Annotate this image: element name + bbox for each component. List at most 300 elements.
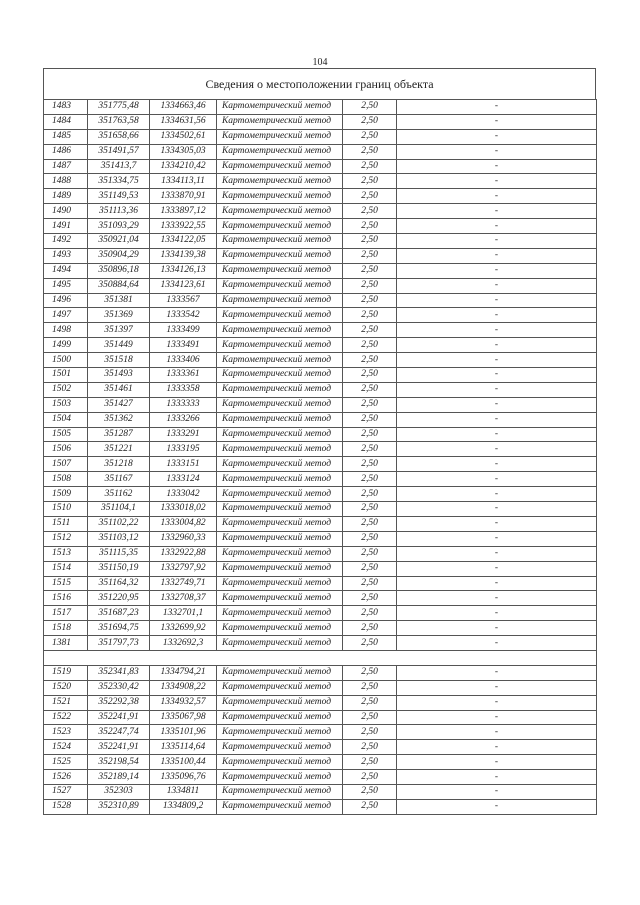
method-cell: Картометрический метод — [217, 442, 343, 457]
accuracy-cell: 2,50 — [343, 293, 397, 308]
x-coordinate-cell: 352310,89 — [88, 799, 150, 814]
x-coordinate-cell: 351218 — [88, 457, 150, 472]
x-coordinate-cell: 350904,29 — [88, 248, 150, 263]
point-number-cell: 1510 — [44, 502, 88, 517]
accuracy-cell: 2,50 — [343, 784, 397, 799]
method-cell: Картометрический метод — [217, 204, 343, 219]
description-cell: - — [397, 442, 597, 457]
accuracy-cell: 2,50 — [343, 114, 397, 129]
y-coordinate-cell: 1334663,46 — [150, 100, 217, 115]
y-coordinate-cell: 1334126,13 — [150, 263, 217, 278]
y-coordinate-cell: 1332749,71 — [150, 576, 217, 591]
x-coordinate-cell: 350896,18 — [88, 263, 150, 278]
y-coordinate-cell: 1335096,76 — [150, 770, 217, 785]
y-coordinate-cell: 1334631,56 — [150, 114, 217, 129]
y-coordinate-cell: 1332692,3 — [150, 636, 217, 651]
table-row — [44, 219, 597, 234]
description-cell: - — [397, 531, 597, 546]
table-row — [44, 472, 597, 487]
table-row — [44, 204, 597, 219]
x-coordinate-cell: 352292,38 — [88, 695, 150, 710]
table-row — [44, 665, 597, 680]
description-cell: - — [397, 740, 597, 755]
x-coordinate-cell: 351775,48 — [88, 100, 150, 115]
accuracy-cell: 2,50 — [343, 591, 397, 606]
description-cell: - — [397, 248, 597, 263]
x-coordinate-cell: 352247,74 — [88, 725, 150, 740]
point-number-cell: 1489 — [44, 189, 88, 204]
method-cell: Картометрический метод — [217, 487, 343, 502]
description-cell: - — [397, 293, 597, 308]
coordinates-table-frame — [43, 68, 596, 815]
point-number-cell: 1485 — [44, 129, 88, 144]
table-row — [44, 725, 597, 740]
description-cell: - — [397, 368, 597, 383]
description-cell: - — [397, 397, 597, 412]
table-row — [44, 457, 597, 472]
point-number-cell: 1517 — [44, 606, 88, 621]
point-number-cell: 1527 — [44, 784, 88, 799]
description-cell: - — [397, 174, 597, 189]
description-cell: - — [397, 100, 597, 115]
table-row — [44, 129, 597, 144]
point-number-cell: 1521 — [44, 695, 88, 710]
x-coordinate-cell: 351461 — [88, 382, 150, 397]
y-coordinate-cell: 1335067,98 — [150, 710, 217, 725]
point-number-cell: 1499 — [44, 338, 88, 353]
method-cell: Картометрический метод — [217, 278, 343, 293]
accuracy-cell: 2,50 — [343, 174, 397, 189]
separator-row — [44, 650, 597, 665]
y-coordinate-cell: 1333567 — [150, 293, 217, 308]
accuracy-cell: 2,50 — [343, 323, 397, 338]
y-coordinate-cell: 1333266 — [150, 412, 217, 427]
method-cell: Картометрический метод — [217, 308, 343, 323]
accuracy-cell: 2,50 — [343, 472, 397, 487]
table-row — [44, 621, 597, 636]
table-row — [44, 323, 597, 338]
description-cell: - — [397, 412, 597, 427]
y-coordinate-cell: 1333151 — [150, 457, 217, 472]
point-number-cell: 1524 — [44, 740, 88, 755]
accuracy-cell: 2,50 — [343, 189, 397, 204]
description-cell: - — [397, 546, 597, 561]
description-cell: - — [397, 755, 597, 770]
accuracy-cell: 2,50 — [343, 665, 397, 680]
table-row — [44, 576, 597, 591]
point-number-cell: 1515 — [44, 576, 88, 591]
y-coordinate-cell: 1332701,1 — [150, 606, 217, 621]
point-number-cell: 1518 — [44, 621, 88, 636]
description-cell: - — [397, 799, 597, 814]
method-cell: Картометрический метод — [217, 114, 343, 129]
point-number-cell: 1505 — [44, 427, 88, 442]
y-coordinate-cell: 1334502,61 — [150, 129, 217, 144]
accuracy-cell: 2,50 — [343, 263, 397, 278]
point-number-cell: 1516 — [44, 591, 88, 606]
x-coordinate-cell: 351149,53 — [88, 189, 150, 204]
method-cell: Картометрический метод — [217, 710, 343, 725]
x-coordinate-cell: 351797,73 — [88, 636, 150, 651]
y-coordinate-cell: 1333124 — [150, 472, 217, 487]
point-number-cell: 1495 — [44, 278, 88, 293]
y-coordinate-cell: 1332699,92 — [150, 621, 217, 636]
y-coordinate-cell: 1332922,88 — [150, 546, 217, 561]
x-coordinate-cell: 351427 — [88, 397, 150, 412]
table-row — [44, 353, 597, 368]
point-number-cell: 1525 — [44, 755, 88, 770]
method-cell: Картометрический метод — [217, 248, 343, 263]
y-coordinate-cell: 1335101,96 — [150, 725, 217, 740]
accuracy-cell: 2,50 — [343, 338, 397, 353]
method-cell: Картометрический метод — [217, 263, 343, 278]
x-coordinate-cell: 352241,91 — [88, 710, 150, 725]
accuracy-cell: 2,50 — [343, 740, 397, 755]
accuracy-cell: 2,50 — [343, 204, 397, 219]
y-coordinate-cell: 1334139,38 — [150, 248, 217, 263]
table-row — [44, 442, 597, 457]
y-coordinate-cell: 1333491 — [150, 338, 217, 353]
point-number-cell: 1492 — [44, 234, 88, 249]
description-cell: - — [397, 144, 597, 159]
accuracy-cell: 2,50 — [343, 442, 397, 457]
method-cell: Картометрический метод — [217, 323, 343, 338]
accuracy-cell: 2,50 — [343, 576, 397, 591]
accuracy-cell: 2,50 — [343, 695, 397, 710]
method-cell: Картометрический метод — [217, 412, 343, 427]
method-cell: Картометрический метод — [217, 561, 343, 576]
table-title: Сведения о местоположении границ объекта — [43, 68, 596, 99]
point-number-cell: 1494 — [44, 263, 88, 278]
point-number-cell: 1511 — [44, 516, 88, 531]
accuracy-cell: 2,50 — [343, 487, 397, 502]
accuracy-cell: 2,50 — [343, 353, 397, 368]
table-row — [44, 710, 597, 725]
y-coordinate-cell: 1334932,57 — [150, 695, 217, 710]
point-number-cell: 1512 — [44, 531, 88, 546]
description-cell: - — [397, 606, 597, 621]
method-cell: Картометрический метод — [217, 472, 343, 487]
point-number-cell: 1381 — [44, 636, 88, 651]
table-row — [44, 174, 597, 189]
description-cell: - — [397, 621, 597, 636]
accuracy-cell: 2,50 — [343, 129, 397, 144]
x-coordinate-cell: 352241,91 — [88, 740, 150, 755]
table-row — [44, 740, 597, 755]
accuracy-cell: 2,50 — [343, 799, 397, 814]
accuracy-cell: 2,50 — [343, 234, 397, 249]
method-cell: Картометрический метод — [217, 100, 343, 115]
y-coordinate-cell: 1334305,03 — [150, 144, 217, 159]
method-cell: Картометрический метод — [217, 159, 343, 174]
description-cell: - — [397, 338, 597, 353]
accuracy-cell: 2,50 — [343, 546, 397, 561]
description-cell: - — [397, 770, 597, 785]
x-coordinate-cell: 351113,36 — [88, 204, 150, 219]
method-cell: Картометрический метод — [217, 531, 343, 546]
accuracy-cell: 2,50 — [343, 531, 397, 546]
point-number-cell: 1528 — [44, 799, 88, 814]
method-cell: Картометрический метод — [217, 755, 343, 770]
accuracy-cell: 2,50 — [343, 725, 397, 740]
accuracy-cell: 2,50 — [343, 680, 397, 695]
y-coordinate-cell: 1334210,42 — [150, 159, 217, 174]
description-cell: - — [397, 219, 597, 234]
x-coordinate-cell: 351167 — [88, 472, 150, 487]
table-row — [44, 412, 597, 427]
point-number-cell: 1503 — [44, 397, 88, 412]
table-row — [44, 368, 597, 383]
description-cell: - — [397, 591, 597, 606]
x-coordinate-cell: 351093,29 — [88, 219, 150, 234]
point-number-cell: 1490 — [44, 204, 88, 219]
description-cell: - — [397, 502, 597, 517]
method-cell: Картометрический метод — [217, 427, 343, 442]
description-cell: - — [397, 204, 597, 219]
description-cell: - — [397, 234, 597, 249]
y-coordinate-cell: 1334811 — [150, 784, 217, 799]
description-cell: - — [397, 159, 597, 174]
point-number-cell: 1526 — [44, 770, 88, 785]
y-coordinate-cell: 1333358 — [150, 382, 217, 397]
method-cell: Картометрический метод — [217, 516, 343, 531]
y-coordinate-cell: 1333542 — [150, 308, 217, 323]
method-cell: Картометрический метод — [217, 129, 343, 144]
y-coordinate-cell: 1333004,82 — [150, 516, 217, 531]
accuracy-cell: 2,50 — [343, 278, 397, 293]
table-row — [44, 606, 597, 621]
method-cell: Картометрический метод — [217, 189, 343, 204]
method-cell: Картометрический метод — [217, 740, 343, 755]
description-cell: - — [397, 323, 597, 338]
table-row — [44, 278, 597, 293]
point-number-cell: 1514 — [44, 561, 88, 576]
x-coordinate-cell: 351103,12 — [88, 531, 150, 546]
y-coordinate-cell: 1333870,91 — [150, 189, 217, 204]
table-row — [44, 189, 597, 204]
method-cell: Картометрический метод — [217, 665, 343, 680]
table-row — [44, 546, 597, 561]
y-coordinate-cell: 1333018,02 — [150, 502, 217, 517]
description-cell: - — [397, 129, 597, 144]
accuracy-cell: 2,50 — [343, 457, 397, 472]
description-cell: - — [397, 695, 597, 710]
x-coordinate-cell: 352303 — [88, 784, 150, 799]
method-cell: Картометрический метод — [217, 234, 343, 249]
table-row — [44, 144, 597, 159]
x-coordinate-cell: 351102,22 — [88, 516, 150, 531]
method-cell: Картометрический метод — [217, 606, 343, 621]
y-coordinate-cell: 1333922,55 — [150, 219, 217, 234]
table-row — [44, 427, 597, 442]
x-coordinate-cell: 351658,66 — [88, 129, 150, 144]
table-row — [44, 100, 597, 115]
accuracy-cell: 2,50 — [343, 427, 397, 442]
x-coordinate-cell: 351221 — [88, 442, 150, 457]
y-coordinate-cell: 1333499 — [150, 323, 217, 338]
y-coordinate-cell: 1333291 — [150, 427, 217, 442]
table-row — [44, 561, 597, 576]
table-row — [44, 382, 597, 397]
accuracy-cell: 2,50 — [343, 770, 397, 785]
y-coordinate-cell: 1332797,92 — [150, 561, 217, 576]
point-number-cell: 1508 — [44, 472, 88, 487]
y-coordinate-cell: 1334794,21 — [150, 665, 217, 680]
y-coordinate-cell: 1333333 — [150, 397, 217, 412]
x-coordinate-cell: 351115,35 — [88, 546, 150, 561]
table-row — [44, 695, 597, 710]
x-coordinate-cell: 351493 — [88, 368, 150, 383]
y-coordinate-cell: 1334123,61 — [150, 278, 217, 293]
description-cell: - — [397, 725, 597, 740]
accuracy-cell: 2,50 — [343, 308, 397, 323]
description-cell: - — [397, 472, 597, 487]
accuracy-cell: 2,50 — [343, 621, 397, 636]
x-coordinate-cell: 351362 — [88, 412, 150, 427]
description-cell: - — [397, 710, 597, 725]
x-coordinate-cell: 351369 — [88, 308, 150, 323]
x-coordinate-cell: 351763,58 — [88, 114, 150, 129]
accuracy-cell: 2,50 — [343, 159, 397, 174]
table-row — [44, 397, 597, 412]
accuracy-cell: 2,50 — [343, 755, 397, 770]
point-number-cell: 1491 — [44, 219, 88, 234]
point-number-cell: 1496 — [44, 293, 88, 308]
description-cell: - — [397, 680, 597, 695]
method-cell: Картометрический метод — [217, 144, 343, 159]
table-row — [44, 308, 597, 323]
page-number: 104 — [312, 57, 328, 68]
x-coordinate-cell: 350884,64 — [88, 278, 150, 293]
method-cell: Картометрический метод — [217, 174, 343, 189]
table-row — [44, 114, 597, 129]
point-number-cell: 1486 — [44, 144, 88, 159]
description-cell: - — [397, 457, 597, 472]
x-coordinate-cell: 352198,54 — [88, 755, 150, 770]
x-coordinate-cell: 351104,1 — [88, 502, 150, 517]
table-row — [44, 636, 597, 651]
separator-cell — [44, 650, 597, 665]
table-row — [44, 502, 597, 517]
accuracy-cell: 2,50 — [343, 248, 397, 263]
y-coordinate-cell: 1333406 — [150, 353, 217, 368]
x-coordinate-cell: 351694,75 — [88, 621, 150, 636]
y-coordinate-cell: 1333042 — [150, 487, 217, 502]
description-cell: - — [397, 487, 597, 502]
method-cell: Картометрический метод — [217, 368, 343, 383]
table-row — [44, 784, 597, 799]
x-coordinate-cell: 351518 — [88, 353, 150, 368]
description-cell: - — [397, 636, 597, 651]
x-coordinate-cell: 351334,75 — [88, 174, 150, 189]
point-number-cell: 1501 — [44, 368, 88, 383]
x-coordinate-cell: 350921,04 — [88, 234, 150, 249]
table-row — [44, 770, 597, 785]
point-number-cell: 1504 — [44, 412, 88, 427]
coordinates-table — [43, 99, 597, 815]
description-cell: - — [397, 427, 597, 442]
y-coordinate-cell: 1335100,44 — [150, 755, 217, 770]
point-number-cell: 1520 — [44, 680, 88, 695]
point-number-cell: 1506 — [44, 442, 88, 457]
table-row — [44, 531, 597, 546]
method-cell: Картометрический метод — [217, 725, 343, 740]
table-row — [44, 248, 597, 263]
x-coordinate-cell: 351220,95 — [88, 591, 150, 606]
description-cell: - — [397, 353, 597, 368]
description-cell: - — [397, 278, 597, 293]
x-coordinate-cell: 352341,83 — [88, 665, 150, 680]
description-cell: - — [397, 189, 597, 204]
accuracy-cell: 2,50 — [343, 561, 397, 576]
accuracy-cell: 2,50 — [343, 368, 397, 383]
point-number-cell: 1523 — [44, 725, 88, 740]
accuracy-cell: 2,50 — [343, 412, 397, 427]
y-coordinate-cell: 1334113,11 — [150, 174, 217, 189]
accuracy-cell: 2,50 — [343, 100, 397, 115]
description-cell: - — [397, 308, 597, 323]
description-cell: - — [397, 561, 597, 576]
point-number-cell: 1500 — [44, 353, 88, 368]
method-cell: Картометрический метод — [217, 799, 343, 814]
table-row — [44, 234, 597, 249]
accuracy-cell: 2,50 — [343, 502, 397, 517]
x-coordinate-cell: 351397 — [88, 323, 150, 338]
description-cell: - — [397, 516, 597, 531]
method-cell: Картометрический метод — [217, 770, 343, 785]
x-coordinate-cell: 351491,57 — [88, 144, 150, 159]
accuracy-cell: 2,50 — [343, 710, 397, 725]
y-coordinate-cell: 1333195 — [150, 442, 217, 457]
point-number-cell: 1487 — [44, 159, 88, 174]
y-coordinate-cell: 1334809,2 — [150, 799, 217, 814]
x-coordinate-cell: 351162 — [88, 487, 150, 502]
accuracy-cell: 2,50 — [343, 382, 397, 397]
table-row — [44, 591, 597, 606]
description-cell: - — [397, 665, 597, 680]
accuracy-cell: 2,50 — [343, 397, 397, 412]
point-number-cell: 1493 — [44, 248, 88, 263]
method-cell: Картометрический метод — [217, 397, 343, 412]
x-coordinate-cell: 351413,7 — [88, 159, 150, 174]
method-cell: Картометрический метод — [217, 680, 343, 695]
description-cell: - — [397, 263, 597, 278]
method-cell: Картометрический метод — [217, 621, 343, 636]
y-coordinate-cell: 1334908,22 — [150, 680, 217, 695]
table-row — [44, 487, 597, 502]
table-row — [44, 263, 597, 278]
y-coordinate-cell: 1332960,33 — [150, 531, 217, 546]
x-coordinate-cell: 351687,23 — [88, 606, 150, 621]
accuracy-cell: 2,50 — [343, 144, 397, 159]
method-cell: Картометрический метод — [217, 219, 343, 234]
method-cell: Картометрический метод — [217, 784, 343, 799]
description-cell: - — [397, 382, 597, 397]
table-row — [44, 159, 597, 174]
table-row — [44, 293, 597, 308]
method-cell: Картометрический метод — [217, 293, 343, 308]
table-row — [44, 755, 597, 770]
method-cell: Картометрический метод — [217, 382, 343, 397]
point-number-cell: 1513 — [44, 546, 88, 561]
x-coordinate-cell: 351449 — [88, 338, 150, 353]
point-number-cell: 1483 — [44, 100, 88, 115]
y-coordinate-cell: 1333897,12 — [150, 204, 217, 219]
method-cell: Картометрический метод — [217, 353, 343, 368]
x-coordinate-cell: 352189,14 — [88, 770, 150, 785]
table-row — [44, 680, 597, 695]
accuracy-cell: 2,50 — [343, 516, 397, 531]
